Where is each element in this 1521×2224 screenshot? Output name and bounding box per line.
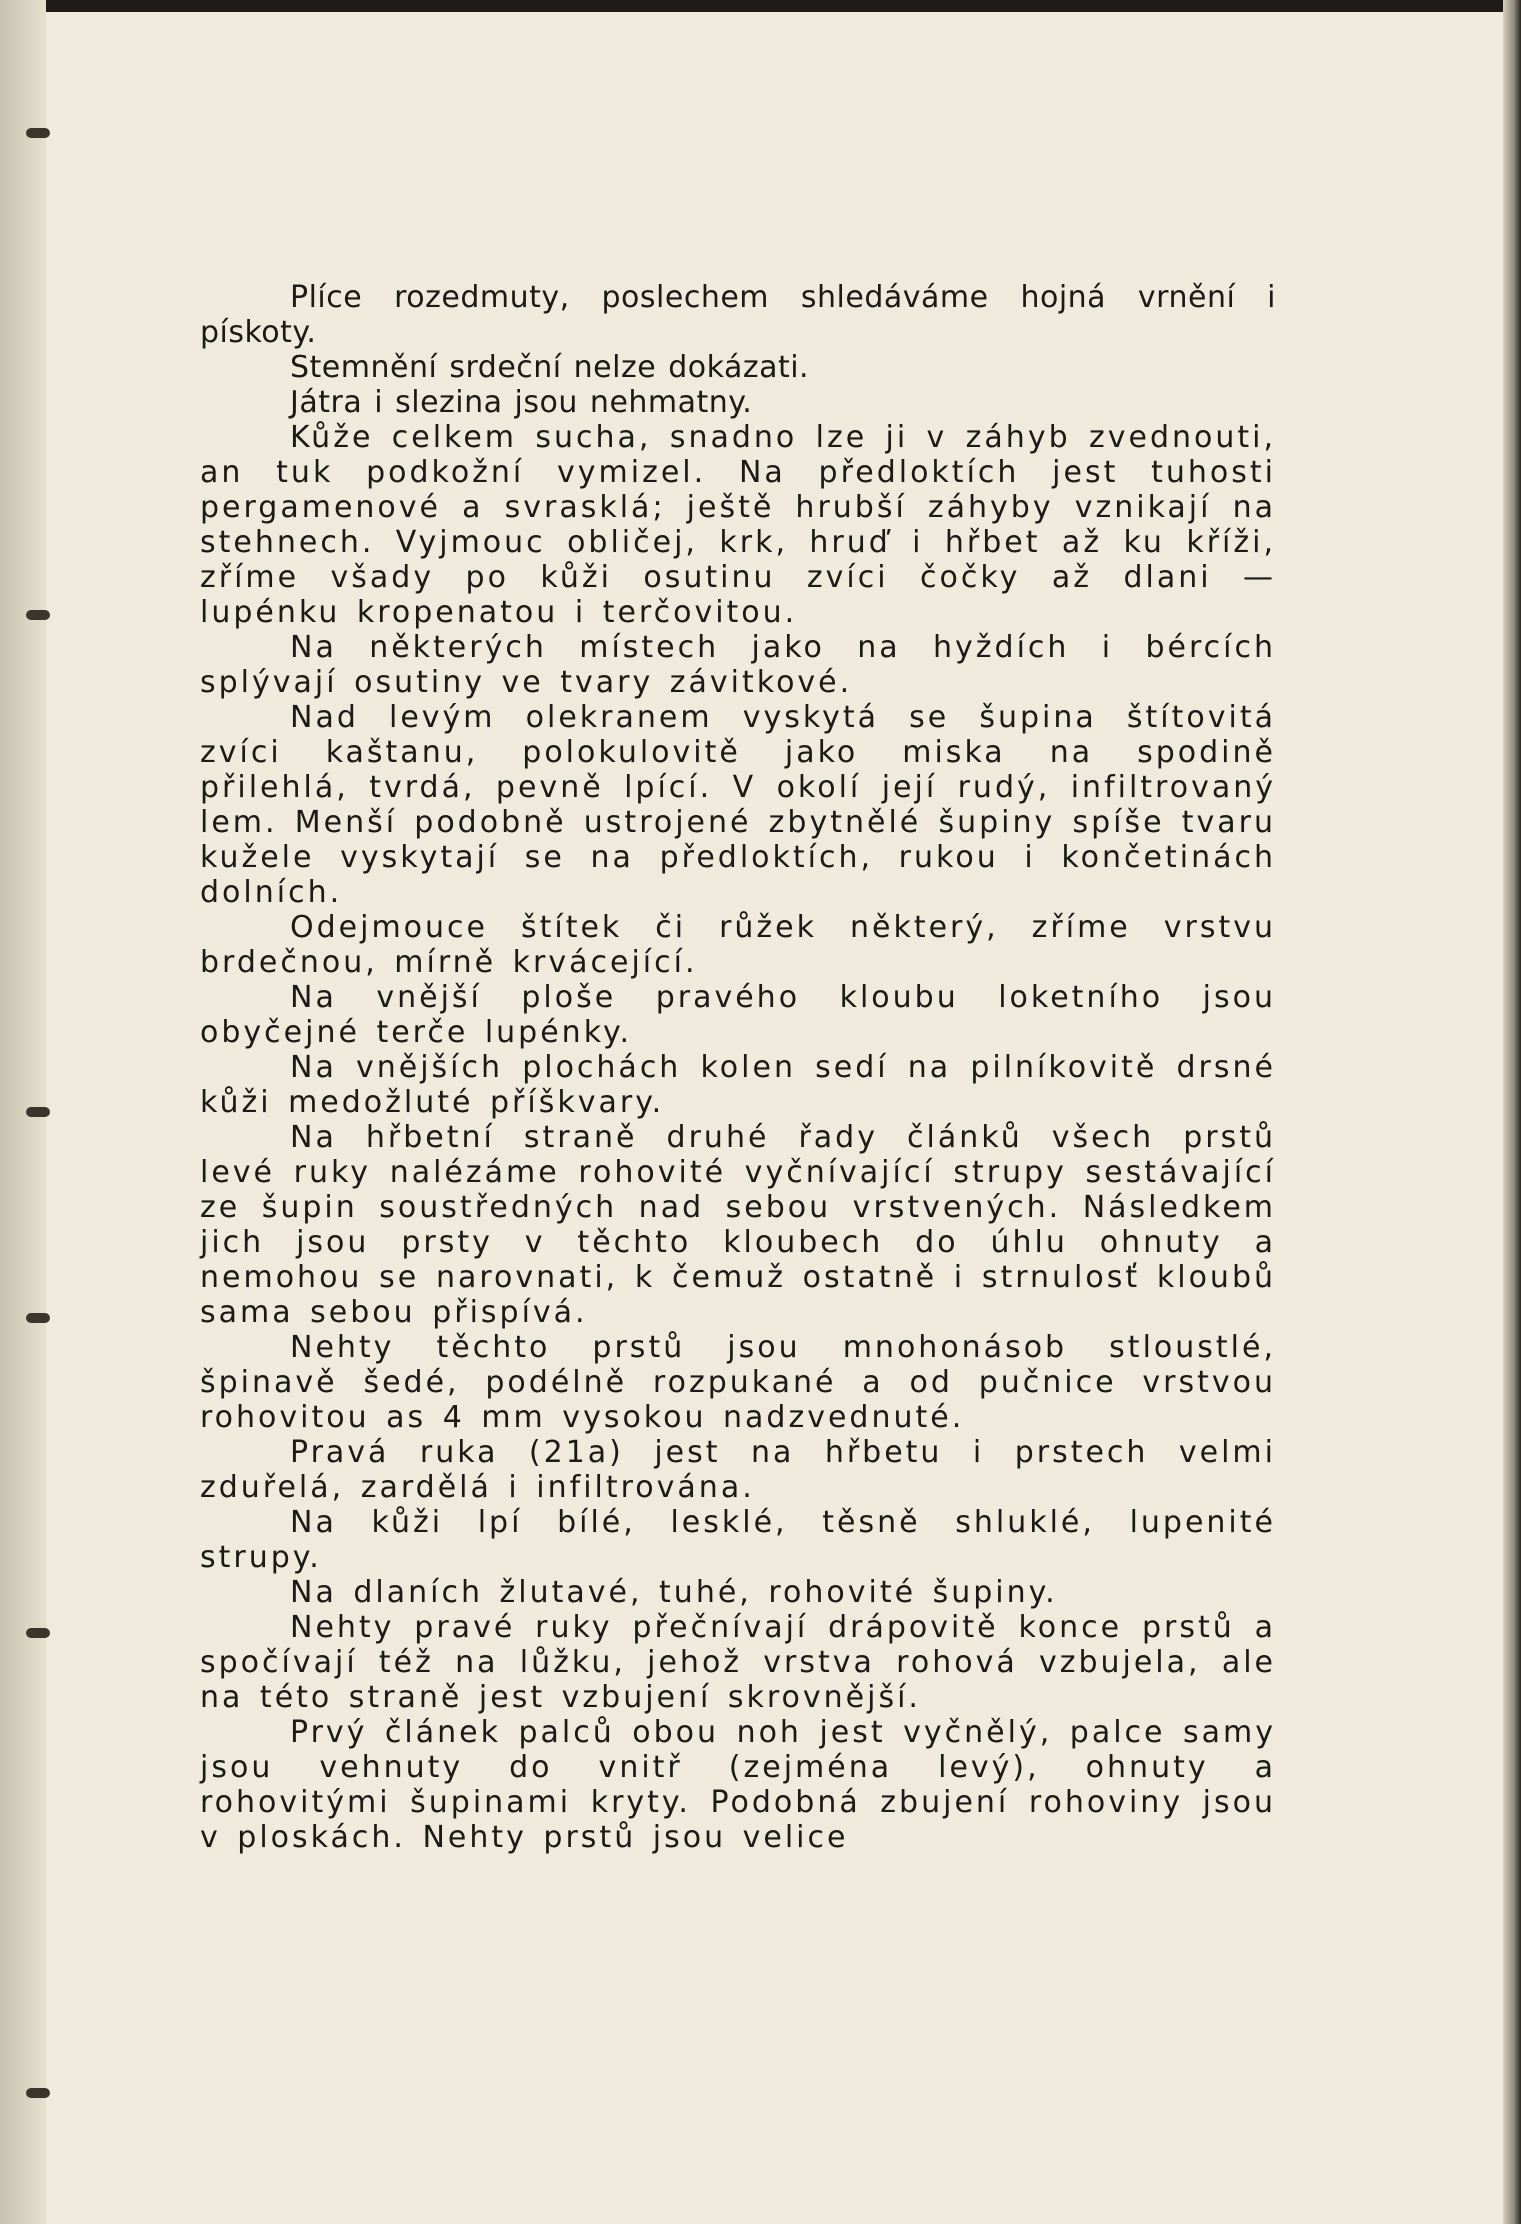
paragraph: Na vnějších plochách kolen sedí na pilníkovitě drsné kůži medožluté příškvary. <box>200 1050 1276 1120</box>
paragraph: Kůže celkem sucha, snadno lze ji v záhyb zvednouti, an tuk podkožní vymizel. Na předloktích jest tuhosti pergamenové a svrasklá; ještě hrubší záhyby vznikají na stehnech. Vyjmouc obličej, krk, hruď i hřbet až ku kříži, zříme všady po kůži osutinu zvíci čočky až dlani — lupénku kropenatou i terčovitou. <box>200 420 1276 630</box>
paragraph: Na hřbetní straně druhé řady článků všech prstů levé ruky nalézáme rohovité vyčnívající strupy sestávající ze šupin soustředných nad sebou vrstvených. Následkem jich jsou prsty v těchto kloubech do úhlu ohnuty a nemohou se narovnati, k čemuž ostatně i strnulosť kloubů sama sebou přispívá. <box>200 1120 1276 1330</box>
paragraph: Nehty těchto prstů jsou mnohonásob stloustlé, špinavě šedé, podélně rozpukané a od pučnice vrstvou rohovitou as 4 mm vysokou nadzvednuté. <box>200 1330 1276 1435</box>
margin-mark <box>26 1313 50 1323</box>
paragraph: Stemnění srdeční nelze dokázati. <box>290 350 810 385</box>
paragraph: Na některých místech jako na hyždích i bércích splývají osutiny ve tvary závitkové. <box>200 630 1276 700</box>
paragraph: Nad levým olekranem vyskytá se šupina štítovitá zvíci kaštanu, polokulovitě jako miska na spodině přilehlá, tvrdá, pevně lpící. V okolí její rudý, infiltrovaný lem. Menší podobně ustrojené zbytnělé šupiny spíše tvaru kužele vyskytají se na předloktích, rukou i končetinách dolních. <box>200 700 1276 910</box>
body-text <box>200 280 1276 1855</box>
margin-mark <box>26 2088 50 2098</box>
paragraph: Na vnější ploše pravého kloubu loketního jsou obyčejné terče lupénky. <box>200 980 1276 1050</box>
paragraph: Plíce rozedmuty, poslechem shledáváme hojná vrnění i pískoty. <box>200 280 1276 350</box>
paragraph: Prvý článek palců obou noh jest vyčnělý, palce samy jsou vehnuty do vnitř (zejména levý), ohnuty a rohovitými šupinami kryty. Podobná zbujení rohoviny jsou v ploskách. Nehty prstů jsou velice <box>200 1715 1276 1855</box>
margin-mark <box>26 610 50 620</box>
paragraph: Pravá ruka (21a) jest na hřbetu i prstech velmi zduřelá, zardělá i infiltrována. <box>200 1435 1276 1505</box>
paragraph: Játra i slezina jsou nehmatny. <box>290 385 753 420</box>
margin-mark <box>26 128 50 138</box>
paragraph: Na kůži lpí bílé, lesklé, těsně shluklé, lupenité strupy. <box>200 1505 1276 1575</box>
paragraph: Odejmouce štítek či růžek některý, zříme vrstvu brdečnou, mírně krvácející. <box>200 910 1276 980</box>
margin-mark <box>26 1107 50 1117</box>
paragraph: Na dlaních žlutavé, tuhé, rohovité šupiny. <box>290 1575 1058 1610</box>
page-top-edge <box>0 0 1521 12</box>
paragraph: Nehty pravé ruky přečnívají drápovitě konce prstů a spočívají též na lůžku, jehož vrstva rohová vzbujela, ale na této straně jest vzbujení skrovnější. <box>200 1610 1276 1715</box>
page-right-edge <box>1503 0 1521 2224</box>
margin-mark <box>26 1628 50 1638</box>
